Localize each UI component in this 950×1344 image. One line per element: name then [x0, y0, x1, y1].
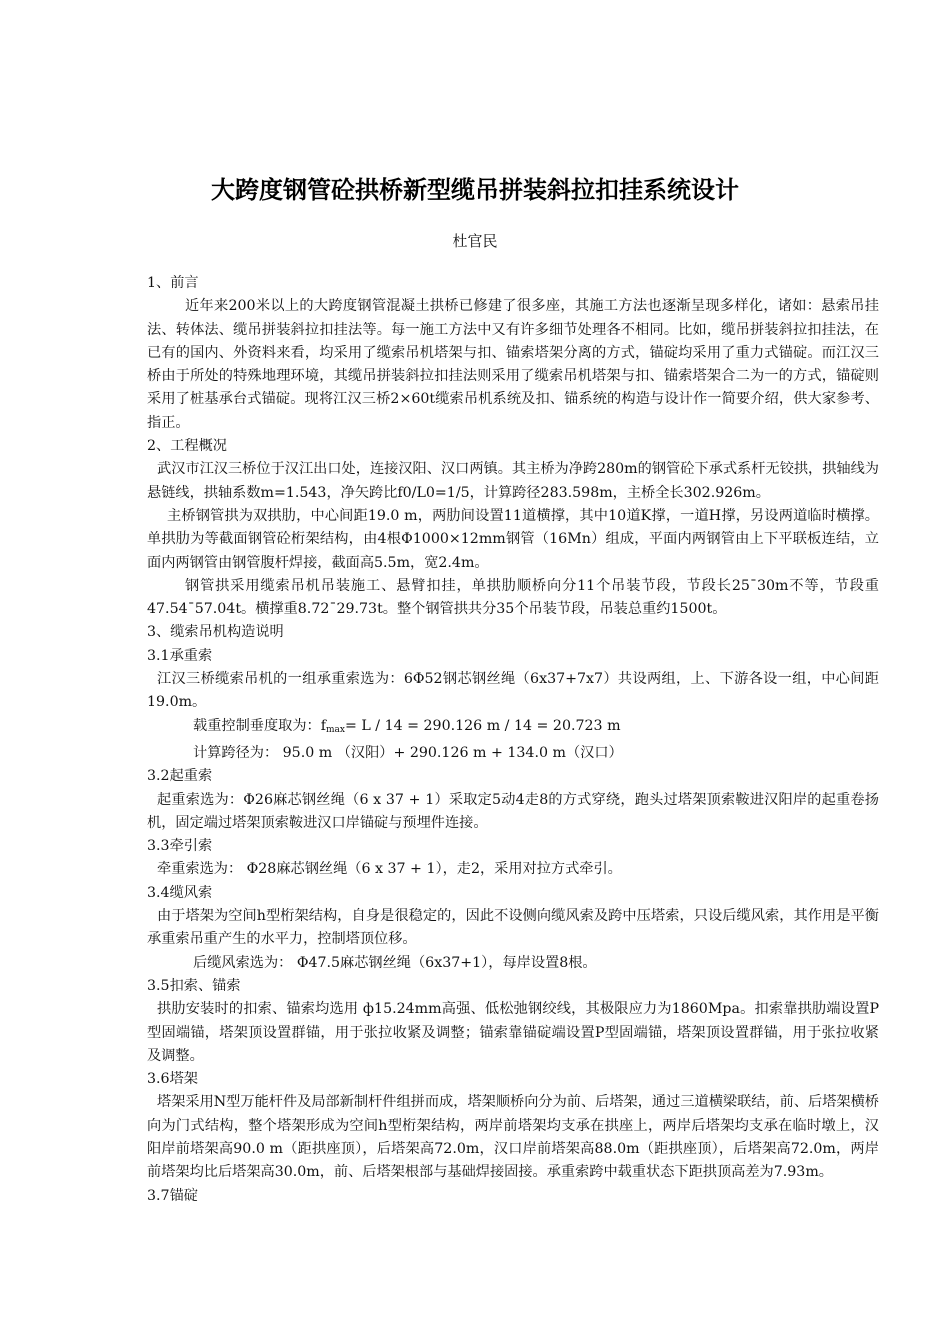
- paragraph: 后缆风索选为： Φ47.5麻芯钢丝绳（6x37+1），每岸设置8根。: [193, 954, 597, 971]
- paragraph: 钢管拱采用缆索吊机吊装施工、悬臂扣挂，单拱肋顺桥向分11个吊装节段，节段长25¯30m不等，节段重47.54¯57.04t。横撑重8.72¯29.73t。整个钢管拱共分35个吊装节段，吊装总重约1500t。: [147, 577, 879, 618]
- paragraph: 塔架采用N型万能杆件及局部新制杆件组拼而成，塔架顺桥向分为前、后塔架，通过三道横梁联结，前、后塔架横桥向为门式结构，整个塔架形成为空间h型桁架结构，两岸前塔架均支承在拱座上，两岸后塔架均支承在临时墩上，汉阳岸前塔架高90.0 m（距拱座顶），后塔架高72.0m，汉口岸前塔架高88.0m（距拱座顶），后塔架高72.0m，两岸前塔架均比后塔架高30.0m，前、后塔架根部与基础焊接固接。承重索跨中载重状态下距拱顶高差为7.93m。: [147, 1094, 879, 1181]
- section-heading: 3、缆索吊机构造说明: [147, 624, 284, 641]
- formula-f: f: [320, 717, 326, 734]
- subsection-heading: 3.4缆风索: [147, 884, 213, 901]
- paragraph: 由于塔架为空间h型桁架结构，自身是很稳定的，因此不设侧向缆风索及跨中压塔索，只设后缆风索，其作用是平衡承重索吊重产生的水平力，控制塔顶位移。: [147, 908, 879, 948]
- author-name: 杜官民: [452, 232, 498, 250]
- subsection-heading: 3.3牵引索: [147, 838, 213, 855]
- paragraph: 江汉三桥缆索吊机的一组承重索选为：6Φ52钢芯钢丝绳（6x37+7x7）共设两组，上、下游各设一组，中心间距19.0m。: [147, 671, 879, 711]
- subsection-heading: 3.2起重索: [147, 768, 213, 785]
- section-heading: 2、工程概况: [147, 438, 227, 455]
- section-heading: 1、前言: [147, 275, 199, 291]
- subsection-heading: 3.5扣索、锚索: [147, 977, 241, 994]
- paragraph: 牵重索选为： Φ28麻芯钢丝绳（6 x 37 + 1），走2，采用对拉方式牵引。: [157, 861, 622, 878]
- paragraph: 起重索选为：Φ26麻芯钢丝绳（6 x 37 + 1）采取定5动4走8的方式穿绕，跑头过塔架顶索鞍进汉阳岸的起重卷扬机，固定端过塔架顶索鞍进汉口岸锚碇与预埋件连接。: [147, 791, 879, 831]
- span-line: 计算跨径为： 95.0 m （汉阳）+ 290.126 m + 134.0 m（汉口）: [193, 744, 623, 761]
- document-body: [147, 272, 879, 1208]
- subsection-heading: 3.1承重索: [147, 647, 213, 664]
- paragraph: 拱肋安装时的扣索、锚索均选用 ф15.24mm高强、低松弛钢绞线，其极限应力为1860Mpa。扣索靠拱肋端设置P型固端锚，塔架顶设置群锚，用于张拉收紧及调整；锚索靠锚碇端设置P型固端锚，塔架顶设置群锚，用于张拉收紧及调整。: [147, 1001, 879, 1064]
- formula-prefix: 载重控制垂度取为：: [193, 717, 321, 734]
- formula-rest: = L / 14 = 290.126 m / 14 = 20.723 m: [344, 717, 621, 734]
- formula-subscript: max: [325, 724, 345, 735]
- paragraph: 武汉市江汉三桥位于汉江出口处，连接汉阳、汉口两镇。其主桥为净跨280m的钢管砼下承式系杆无铰拱，拱轴线为悬链线，拱轴系数m=1.543，净矢跨比f0/L0=1/5，计算跨径283.598m，主桥全长302.926m。: [147, 461, 879, 501]
- paragraph: 主桥钢管拱为双拱肋，中心间距19.0 m，两肋间设置11道横撑，其中10道K撑，一道H撑，另设两道临时横撑。单拱肋为等截面钢管砼桁架结构，由4根Φ1000×12mm钢管（16Mn）组成，平面内两钢管由上下平联板连结，立面内两钢管由钢管腹杆焊接，截面高5.5m，宽2.4m。: [147, 507, 879, 571]
- subsection-heading: 3.7锚碇: [147, 1187, 198, 1204]
- document-title: 大跨度钢管砼拱桥新型缆吊拼装斜拉扣挂系统设计: [211, 176, 739, 204]
- subsection-heading: 3.6塔架: [147, 1071, 198, 1088]
- paragraph: 近年来200米以上的大跨度钢管混凝土拱桥已修建了很多座，其施工方法也逐渐呈现多样化，诸如：悬索吊挂法、转体法、缆吊拼装斜拉扣挂法等。每一施工方法中又有许多细节处理各不相同。比如，缆吊拼装斜拉扣挂法，在已有的国内、外资料来看，均采用了缆索吊机塔架与扣、锚索塔架分离的方式，锚碇均采用了重力式锚碇。而江汉三桥由于所处的特殊地理环境，其缆吊拼装斜拉扣挂法则采用了缆索吊机塔架与扣、锚索塔架合二为一的方式，锚碇则采用了桩基承台式锚碇。现将江汉三桥2×60t缆索吊机系统及扣、锚系统的构造与设计作一简要介绍，供大家参考、指正。: [147, 298, 879, 431]
- formula-line: [147, 715, 879, 742]
